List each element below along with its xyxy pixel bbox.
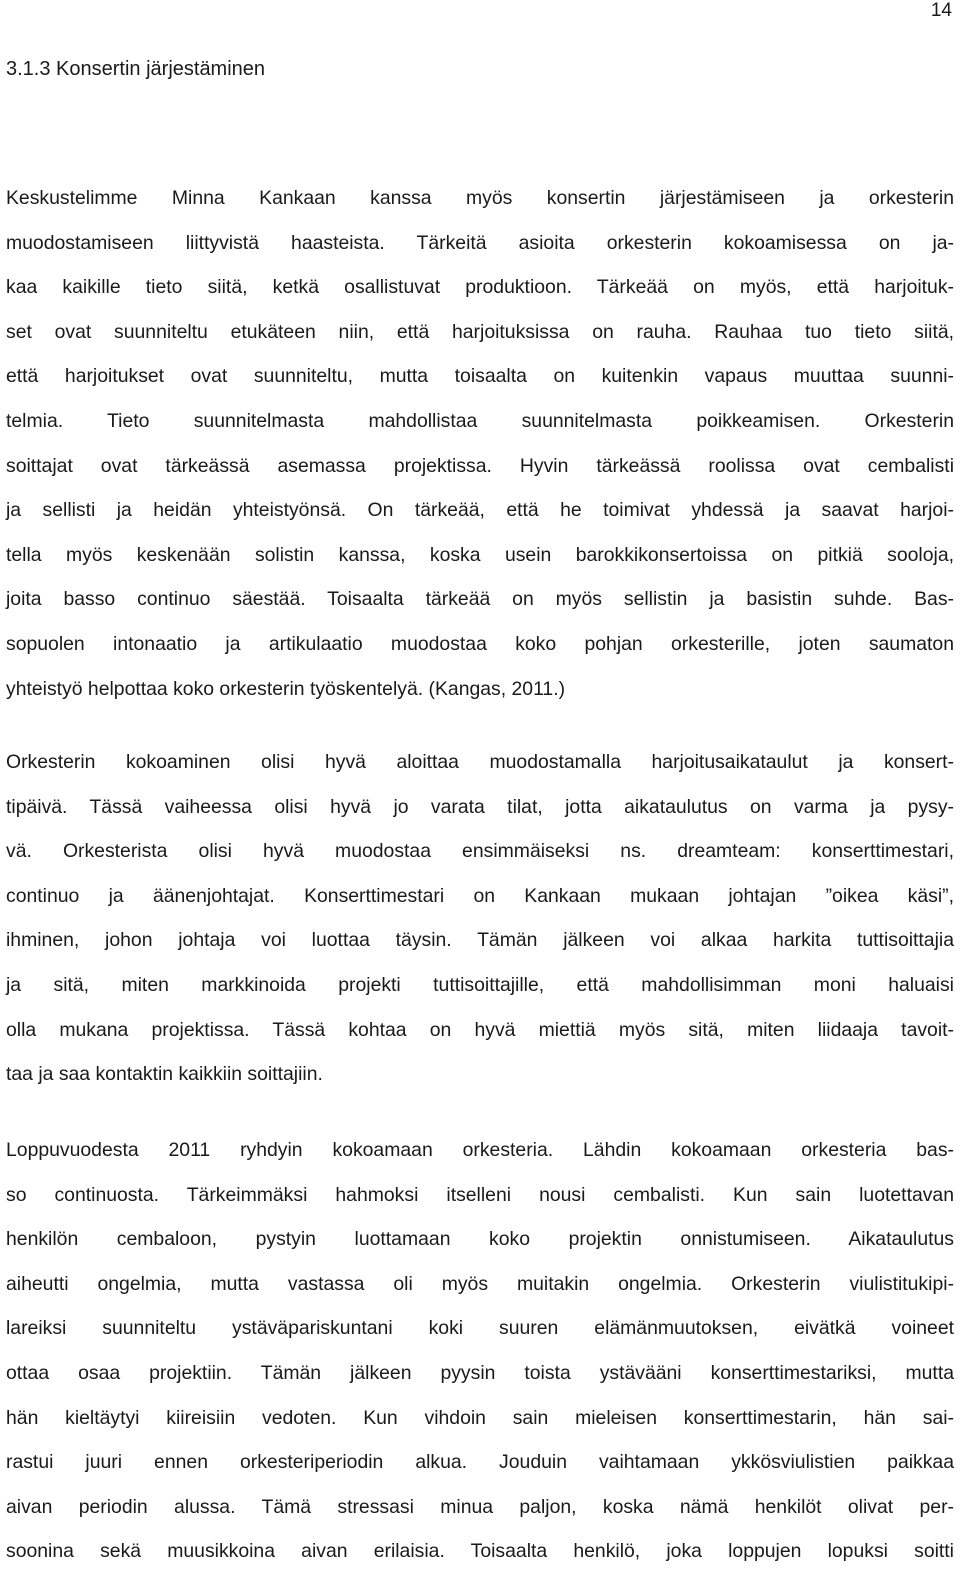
text-line: tipäivä. Tässä vaiheessa olisi hyvä jo varata tilat, jotta aikataulutus on varma ja pysy- (6, 795, 954, 818)
paragraph-1 (6, 176, 954, 711)
text-line: lareiksi suunniteltu ystäväpariskuntani koki suuren elämänmuutoksen, eivätkä voineet (6, 1317, 954, 1340)
text-line: aiheutti ongelmia, mutta vastassa oli myös muitakin ongelmia. Orkesterin viulistitukipi- (6, 1272, 954, 1295)
paragraph-3 (6, 1128, 954, 1574)
text-line: olla mukana projektissa. Tässä kohtaa on hyvä miettiä myös sitä, miten liidaaja tavoit- (6, 1018, 954, 1041)
text-line: rastui juuri ennen orkesteriperiodin alkua. Jouduin vaihtamaan ykkösviulistien paikkaa (6, 1451, 954, 1474)
text-line: taa ja saa kontaktin kaikkiin soittajiin. (6, 1063, 323, 1086)
text-line: että harjoitukset ovat suunniteltu, mutta toisaalta on kuitenkin vapaus muuttaa suunni- (6, 365, 954, 388)
text-line: ottaa osaa projektiin. Tämän jälkeen pyysin toista ystävääni konserttimestariksi, mutta (6, 1361, 954, 1384)
paragraph-2 (6, 740, 954, 1097)
text-line: ihminen, johon johtaja voi luottaa täysin. Tämän jälkeen voi alkaa harkita tuttisoittajia (6, 929, 954, 952)
text-line: hän kieltäytyi kiireisiin vedoten. Kun vihdoin sain mieleisen konserttimestarin, hän sai- (6, 1406, 954, 1429)
text-line: Orkesterin kokoaminen olisi hyvä aloittaa muodostamalla harjoitusaikataulut ja konsert- (6, 751, 954, 773)
text-line: tella myös keskenään solistin kanssa, koska usein barokkikonsertoissa on pitkiä sooloja, (6, 543, 954, 566)
text-line: ja sellisti ja heidän yhteistyönsä. On tärkeää, että he toimivat yhdessä ja saavat harjoi- (6, 499, 954, 522)
text-line: soonina sekä muusikkoina aivan erilaisia. Toisaalta henkilö, joka loppujen lopuksi soitti (6, 1540, 954, 1563)
text-line: Loppuvuodesta 2011 ryhdyin kokoamaan orkesteria. Lähdin kokoamaan orkesteria bas- (6, 1139, 954, 1161)
text-line: henkilön cembaloon, pystyin luottamaan koko projektin onnistumiseen. Aikataulutus (6, 1228, 954, 1251)
text-line: Keskustelimme Minna Kankaan kanssa myös konsertin järjestämiseen ja orkesterin (6, 187, 954, 209)
paragraph-text (6, 1128, 954, 1574)
paragraph-text (6, 176, 954, 711)
paragraph-text (6, 740, 954, 1097)
text-line: continuo ja äänenjohtajat. Konserttimestari on Kankaan mukaan johtajan ”oikea käsi”, (6, 884, 954, 907)
text-line: kaa kaikille tieto siitä, ketkä osallistuvat produktioon. Tärkeää on myös, että harjoituk- (6, 276, 954, 299)
text-line: set ovat suunniteltu etukäteen niin, että harjoituksissa on rauha. Rauhaa tuo tieto siitä, (6, 320, 954, 343)
text-line: joita basso continuo säestää. Toisaalta tärkeää on myös sellistin ja basistin suhde. Bas- (6, 588, 954, 611)
page-number: 14 (930, 0, 952, 21)
text-line: muodostamiseen liittyvistä haasteista. Tärkeitä asioita orkesterin kokoamisessa on ja- (6, 231, 954, 254)
text-line: telmia. Tieto suunnitelmasta mahdollistaa suunnitelmasta poikkeamisen. Orkesterin (6, 409, 954, 432)
text-line: soittajat ovat tärkeässä asemassa projektissa. Hyvin tärkeässä roolissa ovat cembalisti (6, 454, 954, 477)
text-line: so continuosta. Tärkeimmäksi hahmoksi itselleni nousi cembalisti. Kun sain luotettavan (6, 1183, 954, 1206)
text-line: vä. Orkesterista olisi hyvä muodostaa ensimmäiseksi ns. dreamteam: konserttimestari, (6, 840, 954, 863)
text-line: ja sitä, miten markkinoida projekti tuttisoittajille, että mahdollisimman moni haluaisi (6, 973, 954, 996)
section-heading: 3.1.3 Konsertin järjestäminen (6, 58, 266, 80)
text-line: sopuolen intonaatio ja artikulaatio muodostaa koko pohjan orkesterille, joten saumaton (6, 632, 954, 655)
text-line: yhteistyö helpottaa koko orkesterin työskentelyä. (Kangas, 2011.) (6, 677, 566, 700)
text-line: aivan periodin alussa. Tämä stressasi minua paljon, koska nämä henkilöt olivat per- (6, 1495, 954, 1518)
